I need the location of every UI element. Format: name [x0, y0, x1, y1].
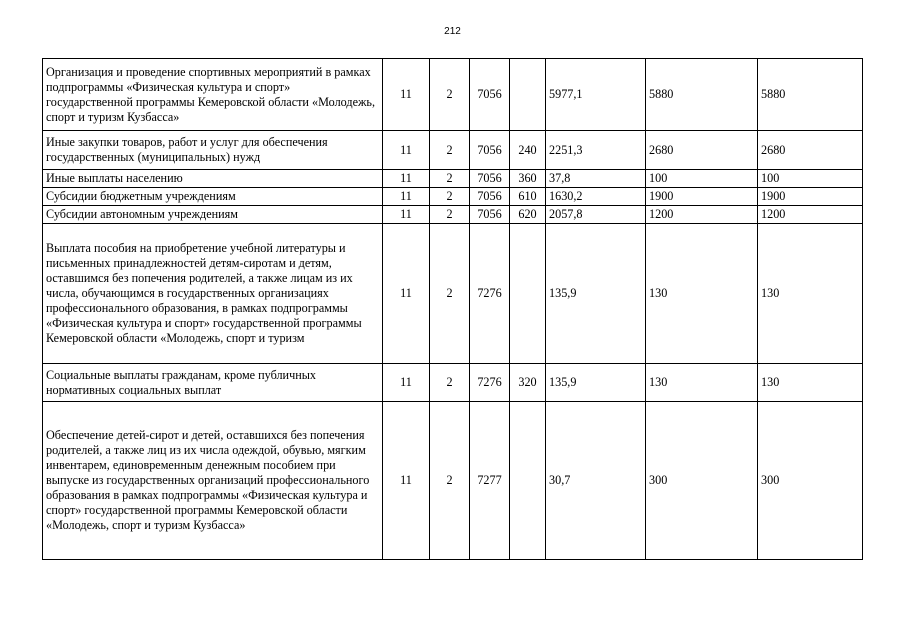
row-value-2: 5880: [646, 59, 758, 131]
row-value-1: 30,7: [546, 402, 646, 560]
row-value-1: 135,9: [546, 224, 646, 364]
row-target: 7277: [470, 402, 510, 560]
table-row: [43, 206, 863, 224]
table-row: [43, 224, 863, 364]
row-expense-type: 610: [510, 188, 546, 206]
row-value-2: 300: [646, 402, 758, 560]
row-value-2: 130: [646, 224, 758, 364]
row-section: 11: [383, 364, 430, 402]
row-value-2: 1200: [646, 206, 758, 224]
row-value-3: 130: [758, 224, 863, 364]
row-value-3: 130: [758, 364, 863, 402]
row-section: 11: [383, 188, 430, 206]
row-name: Обеспечение детей-сирот и детей, оставшихся без попечения родителей, а также лиц из их числа одеждой, обувью, мягким инвентарем, единовременным денежным пособием при выпуске из государственных организаций профессионального образования в рамках подпрограммы «Физическая культура и спорт» государственной программы Кемеровской области «Молодежь, спорт и туризм Кузбасса»: [43, 402, 383, 560]
row-section: 11: [383, 206, 430, 224]
row-section: 11: [383, 131, 430, 170]
row-value-1: 1630,2: [546, 188, 646, 206]
row-value-3: 300: [758, 402, 863, 560]
table-row: [43, 364, 863, 402]
row-expense-type: 240: [510, 131, 546, 170]
row-section: 11: [383, 224, 430, 364]
row-value-1: 5977,1: [546, 59, 646, 131]
row-value-2: 2680: [646, 131, 758, 170]
row-value-3: 100: [758, 170, 863, 188]
row-name: Субсидии автономным учреждениям: [43, 206, 383, 224]
table-row: [43, 59, 863, 131]
row-target: 7056: [470, 170, 510, 188]
row-subsection: 2: [430, 206, 470, 224]
row-expense-type: 360: [510, 170, 546, 188]
table-row: [43, 402, 863, 560]
row-value-1: 2251,3: [546, 131, 646, 170]
row-name: Иные выплаты населению: [43, 170, 383, 188]
row-target: 7056: [470, 131, 510, 170]
row-expense-type: [510, 224, 546, 364]
row-value-3: 5880: [758, 59, 863, 131]
row-expense-type: 620: [510, 206, 546, 224]
table-row: [43, 188, 863, 206]
row-section: 11: [383, 170, 430, 188]
row-name: Организация и проведение спортивных мероприятий в рамках подпрограммы «Физическая культура и спорт» государственной программы Кемеровской области «Молодежь, спорт и туризм Кузбасса»: [43, 59, 383, 131]
row-expense-type: 320: [510, 364, 546, 402]
row-expense-type: [510, 402, 546, 560]
row-expense-type: [510, 59, 546, 131]
row-value-2: 1900: [646, 188, 758, 206]
row-subsection: 2: [430, 131, 470, 170]
row-name: Социальные выплаты гражданам, кроме публичных нормативных социальных выплат: [43, 364, 383, 402]
row-subsection: 2: [430, 170, 470, 188]
row-target: 7056: [470, 206, 510, 224]
row-name: Иные закупки товаров, работ и услуг для обеспечения государственных (муниципальных) нужд: [43, 131, 383, 170]
table-row: [43, 170, 863, 188]
page-number: 212: [444, 26, 461, 37]
row-value-3: 1900: [758, 188, 863, 206]
row-value-1: 135,9: [546, 364, 646, 402]
row-target: 7276: [470, 364, 510, 402]
row-subsection: 2: [430, 59, 470, 131]
row-target: 7056: [470, 59, 510, 131]
row-value-1: 2057,8: [546, 206, 646, 224]
row-value-2: 100: [646, 170, 758, 188]
row-value-2: 130: [646, 364, 758, 402]
row-value-3: 1200: [758, 206, 863, 224]
row-subsection: 2: [430, 188, 470, 206]
row-section: 11: [383, 402, 430, 560]
table-row: [43, 131, 863, 170]
row-value-3: 2680: [758, 131, 863, 170]
row-section: 11: [383, 59, 430, 131]
row-value-1: 37,8: [546, 170, 646, 188]
row-subsection: 2: [430, 224, 470, 364]
row-name: Выплата пособия на приобретение учебной литературы и письменных принадлежностей детям-сиротам и детям, оставшимся без попечения родителей, а также лицам из их числа, обучающимся в государственных организациях профессионального образования, в рамках подпрограммы «Физическая культура и спорт» государственной программы Кемеровской области «Молодежь, спорт и туризм: [43, 224, 383, 364]
row-name: Субсидии бюджетным учреждениям: [43, 188, 383, 206]
row-subsection: 2: [430, 402, 470, 560]
row-subsection: 2: [430, 364, 470, 402]
budget-table: [42, 58, 863, 560]
row-target: 7056: [470, 188, 510, 206]
row-target: 7276: [470, 224, 510, 364]
